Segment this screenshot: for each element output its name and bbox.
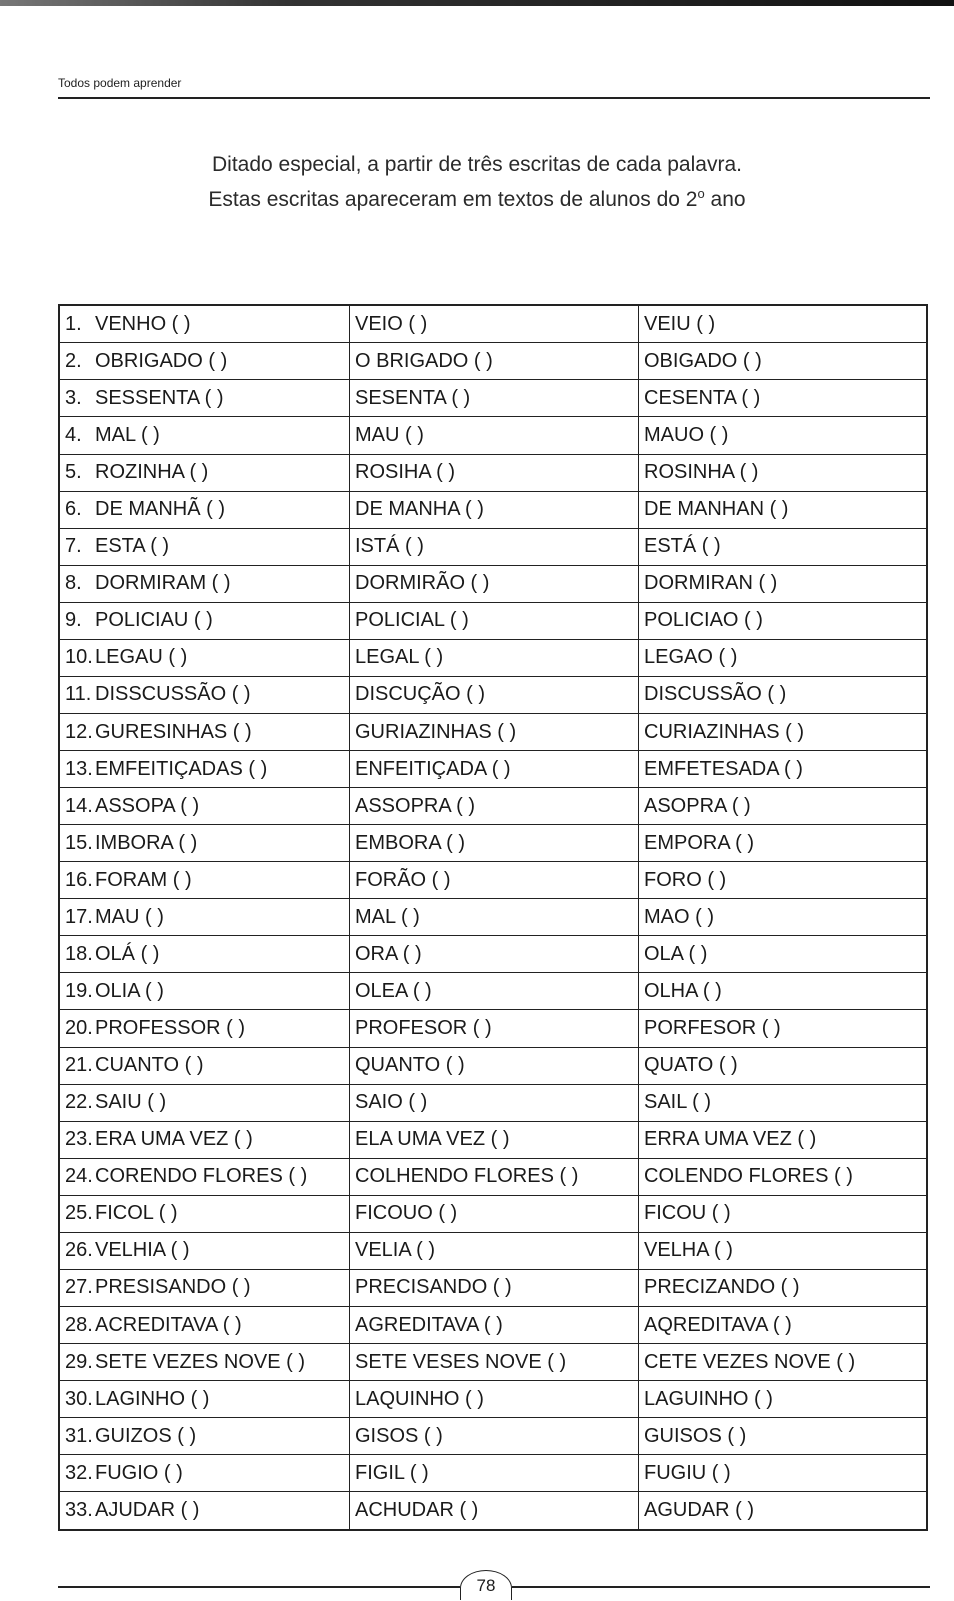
option-cell-3: ROSINHA ( ): [639, 454, 928, 491]
option-cell-2: ENFEITIÇADA ( ): [350, 751, 639, 788]
option-cell-3: ASOPRA ( ): [639, 788, 928, 825]
word-option: IMBORA ( ): [95, 831, 198, 854]
top-edge-bar: [0, 0, 954, 6]
table-row: [59, 639, 927, 676]
word-option: ERA UMA VEZ ( ): [95, 1128, 253, 1151]
option-cell-2: DORMIRÃO ( ): [350, 565, 639, 602]
option-cell-3: GUISOS ( ): [639, 1418, 928, 1455]
option-cell-2: EMBORA ( ): [350, 825, 639, 862]
table-row: [59, 825, 927, 862]
option-cell-3: LEGAO ( ): [639, 639, 928, 676]
item-number: 32.: [65, 1461, 93, 1484]
option-cell-2: ACHUDAR ( ): [350, 1492, 639, 1530]
item-number: 21.: [65, 1054, 93, 1077]
table-row: [59, 454, 927, 491]
word-option: PROFESSOR ( ): [95, 1017, 246, 1039]
item-number: 30.: [65, 1387, 93, 1410]
option-cell-2: FICOUO ( ): [350, 1195, 639, 1232]
option-cell-1: [59, 305, 350, 343]
option-cell-3: AQREDITAVA ( ): [639, 1306, 928, 1343]
option-cell-1: [59, 639, 350, 676]
option-cell-1: [59, 1455, 350, 1492]
item-number: 31.: [65, 1424, 93, 1447]
word-option: GURESINHAS ( ): [95, 720, 252, 743]
option-cell-2: ROSIHA ( ): [350, 454, 639, 491]
option-cell-2: VEIO ( ): [350, 305, 639, 343]
table-row: [59, 491, 927, 528]
option-cell-1: [59, 676, 350, 713]
footer-rule-left: [58, 1586, 460, 1588]
item-number: 11.: [65, 683, 92, 706]
option-cell-3: QUATO ( ): [639, 1047, 928, 1084]
option-cell-2: GISOS ( ): [350, 1418, 639, 1455]
item-number: 6.: [65, 498, 82, 521]
word-option: CORENDO FLORES ( ): [95, 1165, 308, 1188]
item-number: 20.: [65, 1017, 93, 1039]
item-number: 13.: [65, 757, 93, 780]
word-option: ESTA ( ): [95, 535, 170, 558]
option-cell-3: OBIGADO ( ): [639, 343, 928, 380]
item-number: 25.: [65, 1202, 93, 1225]
item-number: 3.: [65, 386, 82, 409]
option-cell-2: GURIAZINHAS ( ): [350, 713, 639, 750]
option-cell-1: [59, 825, 350, 862]
item-number: 8.: [65, 572, 82, 595]
dictation-table: [58, 304, 928, 1531]
word-option: CUANTO ( ): [95, 1054, 204, 1077]
option-cell-1: [59, 454, 350, 491]
option-cell-1: [59, 1232, 350, 1269]
word-option: SAIU ( ): [95, 1091, 167, 1114]
option-cell-3: DISCUSSÃO ( ): [639, 676, 928, 713]
item-number: 29.: [65, 1350, 93, 1373]
item-number: 5.: [65, 461, 82, 484]
option-cell-2: POLICIAL ( ): [350, 602, 639, 639]
option-cell-3: LAGUINHO ( ): [639, 1381, 928, 1418]
item-number: 22.: [65, 1091, 93, 1114]
option-cell-3: FUGIU ( ): [639, 1455, 928, 1492]
item-number: 9.: [65, 609, 82, 632]
option-cell-1: [59, 936, 350, 973]
table-row: [59, 936, 927, 973]
option-cell-1: [59, 343, 350, 380]
word-option: OLÁ ( ): [95, 942, 160, 965]
item-number: 23.: [65, 1128, 93, 1151]
word-option: ASSOPA ( ): [95, 794, 200, 817]
option-cell-3: DE MANHAN ( ): [639, 491, 928, 528]
table-row: [59, 602, 927, 639]
option-cell-1: [59, 788, 350, 825]
table-row: [59, 1047, 927, 1084]
word-option: ROZINHA ( ): [95, 461, 209, 484]
option-cell-1: [59, 899, 350, 936]
title-line-2: [0, 179, 954, 214]
item-number: 24.: [65, 1165, 93, 1188]
title-line-2-prefix: Estas escritas apareceram em textos de alunos do 2: [208, 188, 698, 211]
option-cell-3: EMPORA ( ): [639, 825, 928, 862]
option-cell-3: PRECIZANDO ( ): [639, 1269, 928, 1306]
option-cell-2: OLEA ( ): [350, 973, 639, 1010]
option-cell-3: OLA ( ): [639, 936, 928, 973]
option-cell-1: [59, 565, 350, 602]
title-line-2-suffix: ano: [704, 188, 746, 211]
option-cell-1: [59, 1010, 350, 1047]
table-row: [59, 1232, 927, 1269]
table-row: [59, 1455, 927, 1492]
option-cell-1: [59, 1306, 350, 1343]
option-cell-3: OLHA ( ): [639, 973, 928, 1010]
option-cell-3: ERRA UMA VEZ ( ): [639, 1121, 928, 1158]
word-option: PRESISANDO ( ): [95, 1276, 251, 1299]
option-cell-3: PORFESOR ( ): [639, 1010, 928, 1047]
item-number: 1.: [65, 312, 82, 335]
item-number: 28.: [65, 1313, 93, 1336]
option-cell-2: MAL ( ): [350, 899, 639, 936]
word-option: OBRIGADO ( ): [95, 349, 228, 372]
option-cell-2: O BRIGADO ( ): [350, 343, 639, 380]
option-cell-2: ELA UMA VEZ ( ): [350, 1121, 639, 1158]
option-cell-1: [59, 1195, 350, 1232]
option-cell-3: CURIAZINHAS ( ): [639, 713, 928, 750]
option-cell-3: VEIU ( ): [639, 305, 928, 343]
item-number: 16.: [65, 868, 93, 891]
option-cell-2: LEGAL ( ): [350, 639, 639, 676]
item-number: 7.: [65, 535, 82, 558]
word-option: MAU ( ): [95, 905, 164, 928]
word-option: POLICIAU ( ): [95, 609, 213, 632]
option-cell-1: [59, 1418, 350, 1455]
item-number: 17.: [65, 905, 93, 928]
title-line-1: Ditado especial, a partir de três escritas de cada palavra.: [212, 153, 742, 176]
page-number: 78: [460, 1570, 512, 1600]
option-cell-1: [59, 1344, 350, 1381]
word-option: EMFEITIÇADAS ( ): [95, 757, 268, 780]
table-row: [59, 565, 927, 602]
option-cell-2: AGREDITAVA ( ): [350, 1306, 639, 1343]
table-row: [59, 305, 927, 343]
table-row: [59, 1492, 927, 1530]
table-row: [59, 1418, 927, 1455]
table-row: [59, 1195, 927, 1232]
footer-rule-right: [512, 1586, 930, 1588]
table-row: [59, 1344, 927, 1381]
option-cell-3: CETE VEZES NOVE ( ): [639, 1344, 928, 1381]
word-option: OLIA ( ): [95, 979, 164, 1002]
ordinal-superscript: o: [697, 186, 705, 201]
option-cell-2: ISTÁ ( ): [350, 528, 639, 565]
table-row: [59, 899, 927, 936]
table-row: [59, 1084, 927, 1121]
table-row: [59, 528, 927, 565]
option-cell-1: [59, 751, 350, 788]
word-option: DORMIRAM ( ): [95, 572, 231, 595]
option-cell-1: [59, 1047, 350, 1084]
item-number: 15.: [65, 831, 93, 854]
option-cell-2: SETE VESES NOVE ( ): [350, 1344, 639, 1381]
option-cell-1: [59, 713, 350, 750]
item-number: 10.: [65, 646, 93, 669]
item-number: 26.: [65, 1239, 93, 1262]
option-cell-1: [59, 417, 350, 454]
option-cell-2: SESENTA ( ): [350, 380, 639, 417]
option-cell-2: DISCUÇÃO ( ): [350, 676, 639, 713]
item-number: 12.: [65, 720, 93, 743]
option-cell-1: [59, 1084, 350, 1121]
option-cell-2: ASSOPRA ( ): [350, 788, 639, 825]
item-number: 4.: [65, 424, 82, 446]
option-cell-1: [59, 1492, 350, 1530]
option-cell-2: QUANTO ( ): [350, 1047, 639, 1084]
word-option: DISSCUSSÃO ( ): [95, 683, 251, 706]
table-row: [59, 713, 927, 750]
word-option: VENHO ( ): [95, 312, 191, 335]
table-row: [59, 676, 927, 713]
option-cell-2: PROFESOR ( ): [350, 1010, 639, 1047]
option-cell-1: [59, 1158, 350, 1195]
option-cell-1: [59, 973, 350, 1010]
option-cell-2: VELIA ( ): [350, 1232, 639, 1269]
item-number: 19.: [65, 979, 93, 1002]
table-row: [59, 1269, 927, 1306]
option-cell-3: EMFETESADA ( ): [639, 751, 928, 788]
word-option: LAGINHO ( ): [95, 1387, 210, 1410]
table-row: [59, 1306, 927, 1343]
word-option: ACREDITAVA ( ): [95, 1313, 242, 1336]
option-cell-1: [59, 491, 350, 528]
table-row: [59, 788, 927, 825]
option-cell-1: [59, 1121, 350, 1158]
option-cell-2: FORÃO ( ): [350, 862, 639, 899]
table-row: [59, 417, 927, 454]
option-cell-1: [59, 862, 350, 899]
word-option: LEGAU ( ): [95, 646, 188, 669]
option-cell-1: [59, 380, 350, 417]
option-cell-2: ORA ( ): [350, 936, 639, 973]
option-cell-2: DE MANHA ( ): [350, 491, 639, 528]
table-row: [59, 1381, 927, 1418]
option-cell-2: PRECISANDO ( ): [350, 1269, 639, 1306]
item-number: 14.: [65, 794, 93, 817]
option-cell-3: DORMIRAN ( ): [639, 565, 928, 602]
table-row: [59, 1010, 927, 1047]
word-option: SETE VEZES NOVE ( ): [95, 1350, 306, 1373]
word-option: FUGIO ( ): [95, 1461, 183, 1484]
option-cell-3: MAUO ( ): [639, 417, 928, 454]
option-cell-3: CESENTA ( ): [639, 380, 928, 417]
option-cell-3: MAO ( ): [639, 899, 928, 936]
table-row: [59, 751, 927, 788]
table-row: [59, 1158, 927, 1195]
option-cell-3: COLENDO FLORES ( ): [639, 1158, 928, 1195]
word-option: SESSENTA ( ): [95, 386, 224, 409]
word-option: MAL ( ): [95, 424, 160, 446]
word-option: VELHIA ( ): [95, 1239, 190, 1262]
item-number: 2.: [65, 349, 82, 372]
option-cell-2: FIGIL ( ): [350, 1455, 639, 1492]
option-cell-3: FICOU ( ): [639, 1195, 928, 1232]
running-head: Todos podem aprender: [58, 76, 182, 90]
option-cell-3: POLICIAO ( ): [639, 602, 928, 639]
word-option: AJUDAR ( ): [95, 1499, 200, 1522]
item-number: 18.: [65, 942, 93, 965]
table-row: [59, 1121, 927, 1158]
option-cell-3: VELHA ( ): [639, 1232, 928, 1269]
option-cell-2: MAU ( ): [350, 417, 639, 454]
word-option: FORAM ( ): [95, 868, 192, 891]
option-cell-1: [59, 602, 350, 639]
word-option: FICOL ( ): [95, 1202, 178, 1225]
option-cell-3: AGUDAR ( ): [639, 1492, 928, 1530]
word-option: GUIZOS ( ): [95, 1424, 197, 1447]
option-cell-2: SAIO ( ): [350, 1084, 639, 1121]
option-cell-2: LAQUINHO ( ): [350, 1381, 639, 1418]
table-row: [59, 973, 927, 1010]
item-number: 33.: [65, 1499, 93, 1522]
header-rule: [58, 97, 930, 99]
option-cell-3: ESTÁ ( ): [639, 528, 928, 565]
option-cell-3: FORO ( ): [639, 862, 928, 899]
table-row: [59, 343, 927, 380]
option-cell-1: [59, 1269, 350, 1306]
option-cell-1: [59, 528, 350, 565]
page-title: [0, 150, 954, 214]
item-number: 27.: [65, 1276, 93, 1299]
word-option: DE MANHÃ ( ): [95, 498, 225, 521]
option-cell-3: SAIL ( ): [639, 1084, 928, 1121]
option-cell-1: [59, 1381, 350, 1418]
option-cell-2: COLHENDO FLORES ( ): [350, 1158, 639, 1195]
table-row: [59, 380, 927, 417]
table-row: [59, 862, 927, 899]
